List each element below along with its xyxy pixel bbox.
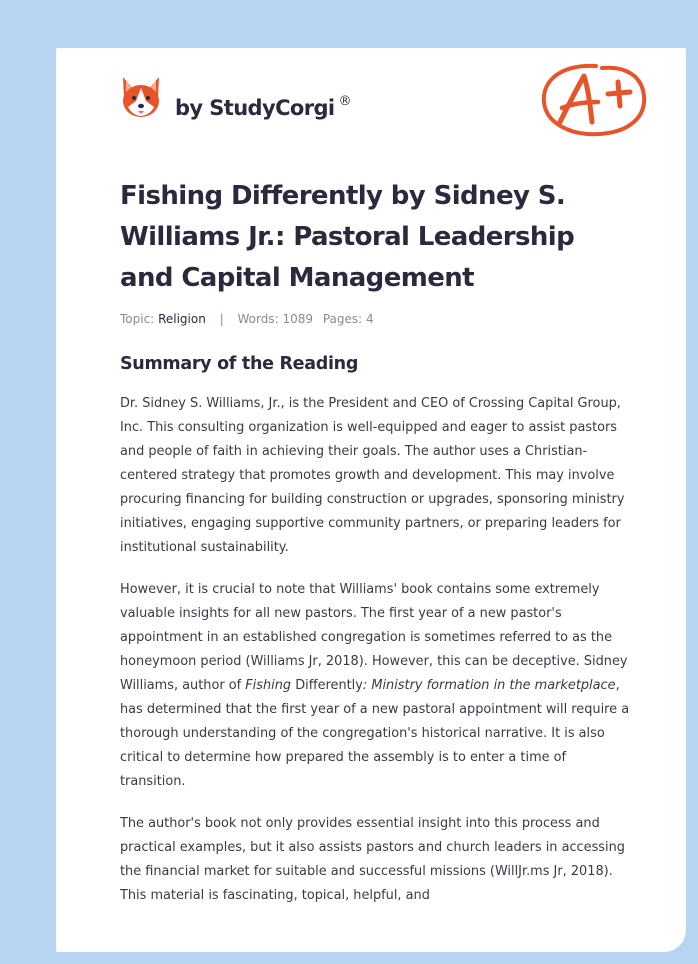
page-header: [56, 48, 686, 148]
a-plus-grade-icon: [538, 60, 650, 140]
brand-text: by StudyCorgi: [175, 96, 335, 120]
registered-mark: ®: [338, 94, 351, 109]
paragraph-1: Dr. Sidney S. Williams, Jr., is the President and CEO of Crossing Capital Group, Inc. This consulting organization is well-equipped and eager to assist pastors and people of faith in achieving their goals. The author uses a Christian-centered strategy that promotes growth and development. This may involve procuring financing for building construction or upgrades, sponsoring ministry initiatives, engaging supportive community partners, or preparing leaders for institutional sustainability.: [120, 396, 625, 555]
words-count: 1089: [282, 312, 314, 326]
corgi-head-icon: [120, 74, 162, 122]
topic-link[interactable]: Religion: [158, 312, 206, 326]
words-label: Words:: [237, 312, 279, 326]
document-meta: [120, 312, 374, 326]
section-heading: Summary of the Reading: [120, 354, 359, 374]
meta-separator: |: [219, 312, 224, 326]
brand-name[interactable]: [175, 94, 351, 120]
pages-count: 4: [366, 312, 374, 326]
paragraph-3: The author's book not only provides essential insight into this process and practical examples, but it also assists pastors and church leaders in accessing the financial market for suitable and successful missions (WillJr.ms Jr, 2018). This material is fascinating, topical, helpful, and: [120, 816, 625, 903]
document-page: [56, 48, 686, 952]
paragraph-2: However, it is crucial to note that Williams' book contains some extremely valuable insights for all new pastors. The first year of a new pastor's appointment in an established congregation is sometimes referred to as the honeymoon period (Williams Jr, 2018). However, this can be deceptive. Sidney Williams, author of Fishing Differently: Ministry formation in the marketplace, has determined that the first year of a new pastoral appointment will require a thorough understanding of the congregation's historical narrative. It is also critical to determine how prepared the assembly is to enter a time of transition.: [120, 582, 630, 789]
pages-label: Pages:: [322, 312, 363, 326]
page-title: Fishing Differently by Sidney S. Williams Jr.: Pastoral Leadership and Capital Management: [120, 181, 575, 293]
essay-body: [120, 392, 634, 926]
topic-label: Topic:: [120, 312, 155, 326]
